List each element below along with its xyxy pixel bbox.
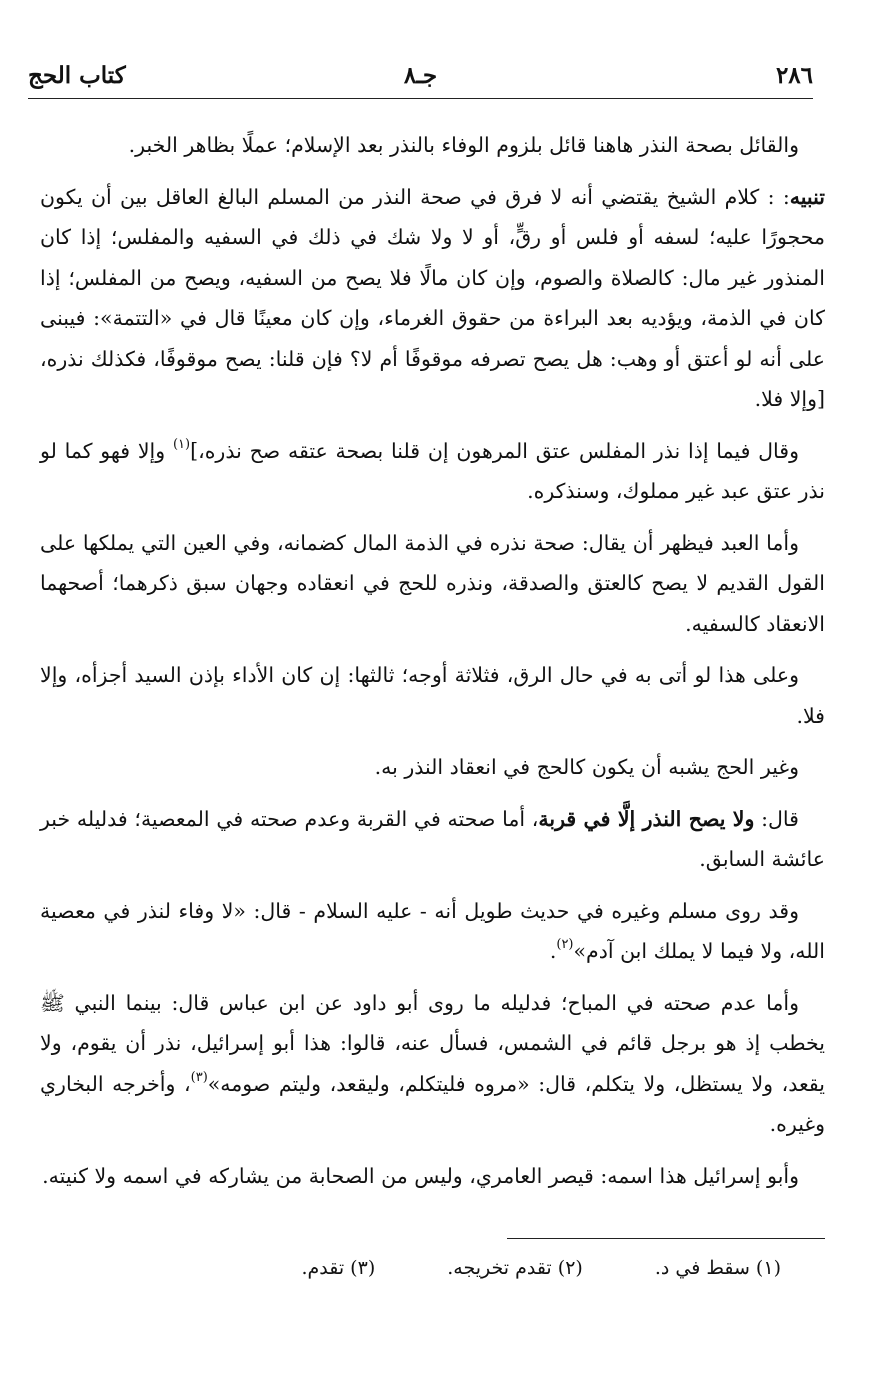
page-header [28,58,813,98]
footnote-item: (١) سقط في د. [654,1257,781,1279]
paragraph [40,177,825,420]
paragraph [40,523,825,645]
text-segment: وقد روى مسلم وغيره في حديث طويل أنه - عليه السلام - قال: «لا وفاء لنذر في معصية الله، ولا فيما لا يملك ابن آدم» [40,898,825,963]
volume-label: جـ٨ [403,62,438,89]
text-segment: : : كلام الشيخ يقتضي أنه لا فرق في صحة النذر من المسلم البالغ العاقل بين أن يكون محجورًا عليه؛ لسفه أو فلس أو رقٍّ، أو لا ولا شك في ذلك في السفيه والمفلس؛ إذا كان المنذور غير مال: كالصلاة والصوم، وإن كان مالًا فلا يصح من السفيه، ويصح من المفلس؛ إذا كان في الذمة، ويؤديه بعد البراءة من حقوق الغرماء، وإن كان معينًا قال في «التتمة»: فيبنى على أنه لو أعتق أو وهب: هل يصح تصرفه موقوفًا أم لا؟ فإن قلنا: يصح موقوفًا، فكذلك نذره، [وإلا فلا. [40,184,825,411]
page-number: ٢٨٦ [775,62,813,89]
paragraph [40,431,825,512]
text-segment: وأبو إسرائيل هذا اسمه: قيصر العامري، وليس من الصحابة من يشاركه في اسمه ولا كنيته. [42,1163,799,1188]
text-segment: وعلى هذا لو أتى به في حال الرق، فثلاثة أوجه؛ ثالثها: إن كان الأداء بإذن السيد أجزأه، وإلا فلا. [40,663,825,728]
footnote-ref: (١) [172,436,191,452]
text-segment: ، أما صحته في القربة وعدم صحته في المعصية؛ فدليله خبر عائشة السابق. [40,806,825,871]
text-segment: وإلا فهو كما لو نذر عتق عبد غير مملوك، وسنذكره. [40,438,825,503]
footnote-item: (٣) تقدم. [301,1257,376,1279]
footnote-divider [507,1238,825,1239]
paragraph [40,983,825,1145]
bold-text: تنبيه [789,184,825,209]
text-segment: وقال فيما إذا نذر المفلس عتق المرهون إن قلنا بصحة عتقه صح نذره،] [190,438,799,463]
book-title: كتاب الحج [28,62,126,89]
text-segment: والقائل بصحة النذر هاهنا قائل بلزوم الوفاء بالنذر بعد الإسلام؛ عملًا بظاهر الخبر. [128,133,799,157]
paragraph [40,1156,825,1197]
footnote-ref: (٢) [556,937,574,952]
text-segment: وأما العبد فيظهر أن يقال: صحة نذره في الذمة المال كضمانه، وفي العين التي يملكها على القول القديم لا يصح كالعتق والصدقة، ونذره للحج في انعقاده وجهان سبق ذكرهما؛ أصحهما الانعقاد كالسفيه. [40,530,825,636]
footnotes [301,1255,781,1281]
paragraph [40,125,825,166]
text-segment: قال: [754,806,799,831]
header-divider [28,98,813,99]
text-segment: وغير الحج يشبه أن يكون كالحج في انعقاد النذر به. [374,755,799,779]
text-segment: . [549,939,557,963]
footnote-item: (٢) تقدم تخريجه. [447,1257,583,1279]
bold-text: ولا يصح النذر إلَّا في قربة [538,806,755,831]
paragraph [40,655,825,736]
paragraph [40,799,825,880]
paragraph [40,747,825,788]
text-segment: وأما عدم صحته في المباح؛ فدليله ما روى أبو داود عن ابن عباس قال: بينما النبي ﷺ يخطب إذ هو برجل قائم في الشمس، فسأل عنه، قالوا: هذا أبو إسرائيل، نذر أن يقوم، ولا يقعد، ولا يستظل، ولا يتكلم، قال: «مروه فليتكلم، وليقعد، وليتم صومه» [40,990,825,1096]
paragraph [40,891,825,972]
main-text [40,125,825,1207]
footnote-ref: (٣) [190,1069,208,1085]
text-segment: ، وأخرجه البخاري وغيره. [40,1071,825,1136]
